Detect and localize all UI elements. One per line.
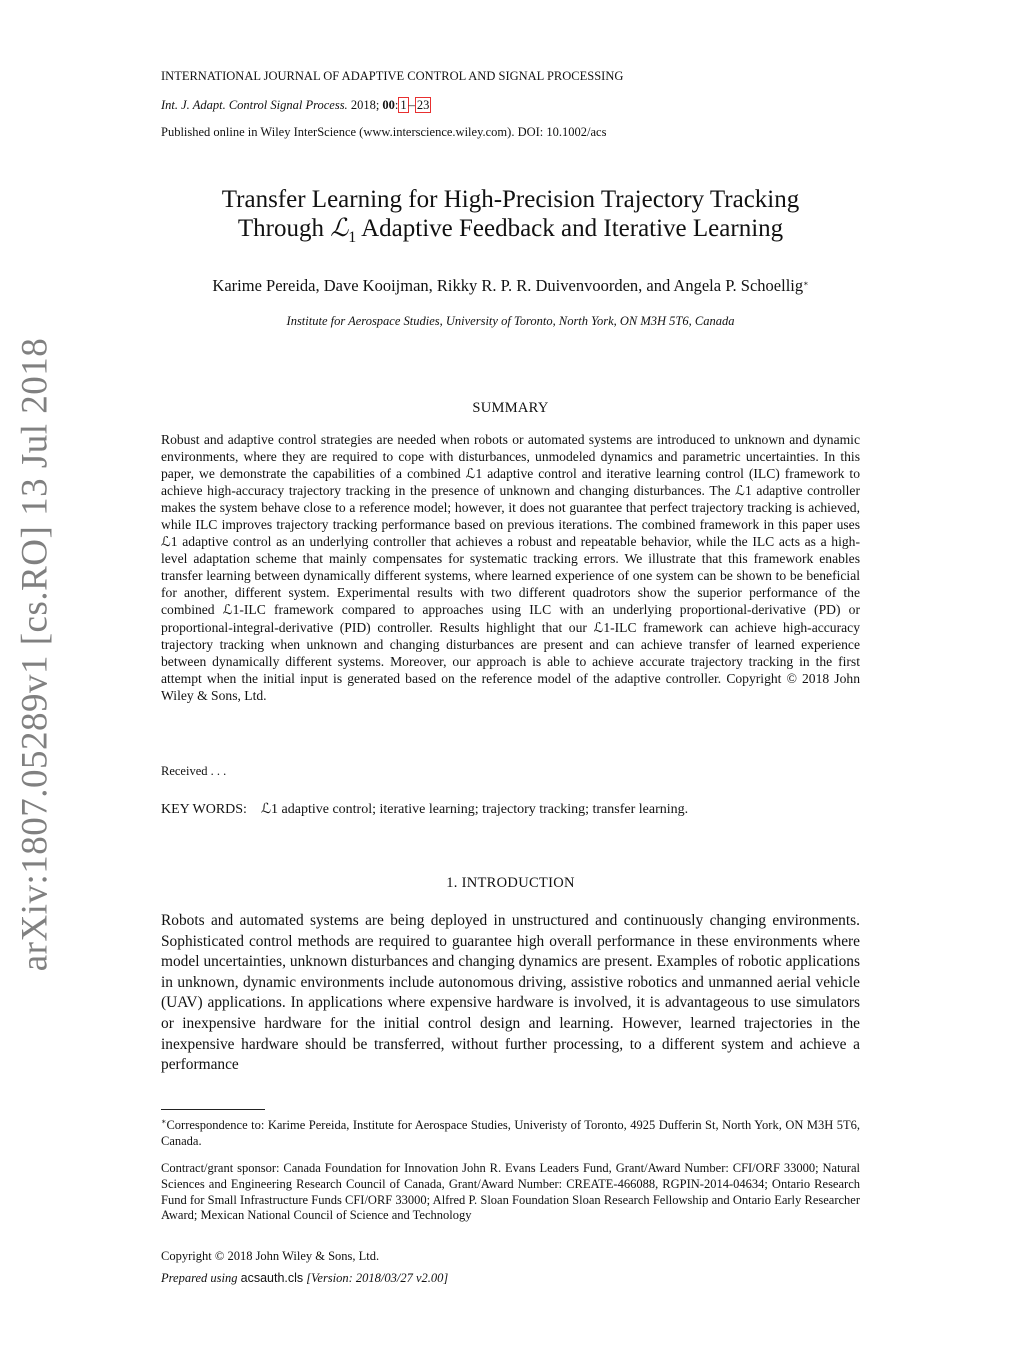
title-l1-symbol: ℒ [330, 215, 349, 242]
introduction-heading: 1. INTRODUCTION [446, 875, 575, 891]
citation-journal: Int. J. Adapt. Control Signal Process. [161, 98, 348, 112]
page-end-link[interactable]: 23 [416, 98, 430, 112]
affiliation: Institute for Aerospace Studies, University of Toronto, North York, ON M3H 5T6, Canada [286, 314, 735, 328]
keywords-text: ℒ1 adaptive control; iterative learning; trajectory tracking; transfer learning. [260, 802, 689, 817]
title-line-2-prefix: Through [237, 215, 331, 242]
received-line: Received . . . [161, 764, 227, 778]
prepared-suffix: [Version: 2018/03/27 v2.00] [303, 1271, 449, 1285]
prepared-prefix: Prepared using [161, 1271, 241, 1285]
title-l1-subscript: 1 [348, 229, 357, 246]
prepared-cls: acsauth.cls [240, 1271, 304, 1285]
prepared-line [161, 1271, 448, 1286]
keywords-line [161, 801, 688, 818]
copyright-line: Copyright © 2018 John Wiley & Sons, Ltd. [161, 1249, 380, 1263]
citation-line [161, 97, 431, 113]
grant-footnote: Contract/grant sponsor: Canada Foundation for Innovation John R. Evans Leaders Fund, Grant/Award Number: CFI/ORF 33000; Natural Sciences and Engineering Research Council of Canada, Grant/Award Number: CREATE-466088, RGPIN-2014-04634; Ontario Research Fund for Small Infrastructure Funds CFI/ORF 33000; Alfred P. Sloan Foundation Sloan Research Fellowship and Ontario Early Researcher Award; Mexican National Council of Science and Technology [161, 1161, 860, 1223]
arxiv-id: arXiv:1807.05289v1 [cs.RO] 13 Jul 2018 [14, 337, 56, 971]
citation-volume: 00 [382, 98, 395, 112]
author-list [161, 276, 860, 296]
page-start-link[interactable]: 1 [400, 98, 407, 112]
title-line-2-suffix: Adaptive Feedback and Iterative Learning [356, 215, 784, 242]
summary-text: Robust and adaptive control strategies are needed when robots or automated systems are introduced to unknown and dynamic environments, where they are required to cope with disturbances, unmodeled dynamics and parametric uncertainties. In this paper, we demonstrate the capabilities of a combined ℒ1 adaptive control and iterative learning control (ILC) framework to achieve high-accuracy trajectory tracking in the presence of unknown and changing disturbances. The ℒ1 adaptive controller makes the system behave close to a reference model; however, it does not guarantee that perfect trajectory tracking is achieved, while ILC improves trajectory tracking performance based on previous iterations. The combined framework in this paper uses ℒ1 adaptive control as an underlying controller that achieves a robust and repeatable behavior, while the ILC acts as a high-level adaptation scheme that mainly compensates for systematic tracking errors. We illustrate that this framework enables transfer learning between dynamically different systems, where learned experience of one system can be shown to be beneficial for another, different system. Experimental results with two different quadrotors show the superior performance of the combined ℒ1-ILC framework compared to approaches using ILC with an underlying proportional-derivative (PD) or proportional-integral-derivative (PID) controller. Results highlight that our ℒ1-ILC framework can achieve high-accuracy trajectory tracking when unknown and changing disturbances are present and can achieve transfer of learned experience between dynamically different systems. Moreover, our approach is able to achieve accurate trajectory tracking in the first attempt when the initial input is generated based on the reference model of the adaptive controller. Copyright © 2018 John Wiley & Sons, Ltd. [161, 432, 860, 703]
title-line-2 [161, 214, 860, 252]
footnote-divider [161, 1109, 265, 1110]
paper-title [161, 185, 860, 252]
author-footnote-mark: ∗ [803, 279, 809, 288]
authors-text: Karime Pereida, Dave Kooijman, Rikky R. P. R. Duivenvoorden, and Angela P. Schoellig [212, 276, 804, 295]
journal-name: INTERNATIONAL JOURNAL OF ADAPTIVE CONTROL AND SIGNAL PROCESSING [161, 69, 624, 83]
summary-heading: SUMMARY [472, 400, 549, 416]
keywords-label: KEY WORDS: [161, 802, 247, 817]
correspondence-text: Correspondence to: Karime Pereida, Institute for Aerospace Studies, Univeristy of Toronto, 4925 Dufferin St, North York, ON M3H 5T6, Canada. [161, 1118, 860, 1148]
published-line: Published online in Wiley InterScience (www.interscience.wiley.com). DOI: 10.1002/acs [161, 125, 607, 139]
citation-dash: – [408, 98, 415, 112]
title-line-1: Transfer Learning for High-Precision Trajectory Tracking [221, 186, 800, 213]
introduction-text: Robots and automated systems are being deployed in unstructured and continuously changing environments. Sophisticated control methods are required to guarantee high overall performance in these environments where model uncertainties, unknown disturbances and changing dynamics are present. Examples of robotic applications in unknown, dynamic environments include autonomous driving, assistive robotics and unmanned aerial vehicle (UAV) applications. In applications where expensive hardware is involved, it is advantageous to use simulators or inexpensive hardware for the initial control design and learning. However, learned trajectories in the inexpensive hardware should be transferred, without further processing, to a different system and achieve a performance [161, 912, 860, 1074]
arxiv-sidebar [6, 337, 64, 971]
correspondence-footnote [161, 1114, 860, 1150]
citation-sep: : [394, 98, 399, 112]
correspondence-mark: ∗ [161, 1117, 167, 1126]
citation-year: 2018; [347, 98, 383, 112]
